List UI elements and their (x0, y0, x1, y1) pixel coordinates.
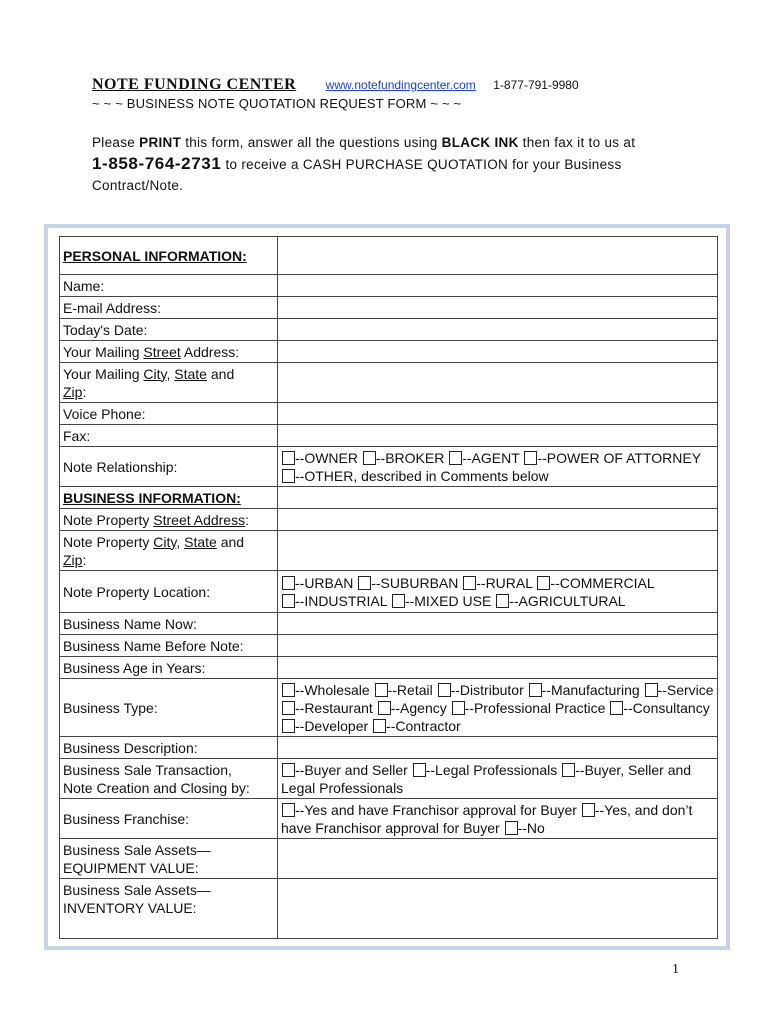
label-underlined: City (153, 533, 177, 550)
checkbox[interactable] (463, 576, 476, 590)
label-text: : (82, 383, 87, 400)
form-header (92, 76, 579, 94)
label-text: Address: (180, 343, 240, 360)
type-label: Business Type: (60, 679, 278, 737)
option-label: --OWNER (295, 449, 358, 466)
option-label: --Manufacturing (541, 681, 640, 698)
instructions (92, 132, 692, 196)
mailing-street-field[interactable] (278, 341, 718, 363)
checkbox[interactable] (562, 763, 575, 777)
label-underlined: Zip (63, 551, 83, 568)
checkbox[interactable] (282, 763, 295, 777)
checkbox[interactable] (282, 451, 295, 465)
description-field[interactable] (278, 737, 718, 759)
label-underlined: Zip (63, 383, 83, 400)
checkbox[interactable] (610, 701, 623, 715)
business-heading: BUSINESS INFORMATION: (63, 489, 241, 506)
business-heading-value (278, 487, 718, 509)
personal-heading-value (278, 237, 718, 275)
option-label: --Yes and have Franchisor approval for Buyer (295, 801, 577, 818)
property-city-field[interactable] (278, 531, 718, 571)
name-label: Name: (60, 275, 278, 297)
option-label: --SUBURBAN (371, 574, 459, 591)
sale-transaction-label (60, 759, 278, 799)
checkbox[interactable] (358, 576, 371, 590)
label-text: , (176, 533, 185, 550)
intro-text: this form, answer all the questions using (181, 135, 442, 150)
option-label: --Agency (390, 699, 447, 716)
email-field[interactable] (278, 297, 718, 319)
label-text: Business Sale Assets— (63, 841, 211, 858)
option-label: --Consultancy (623, 699, 710, 716)
personal-heading: PERSONAL INFORMATION: (63, 247, 247, 264)
option-label: --Service (657, 681, 714, 698)
label-text: and (216, 533, 245, 550)
label-underlined: City (143, 365, 167, 382)
option-label: --Wholesale (295, 681, 370, 698)
property-street-label (60, 509, 278, 531)
checkbox[interactable] (282, 803, 295, 817)
checkbox[interactable] (438, 683, 451, 697)
label-underlined: State (184, 533, 217, 550)
label-text: : (82, 551, 87, 568)
checkbox[interactable] (282, 469, 295, 483)
inventory-value-field[interactable] (278, 879, 718, 939)
name-before-label: Business Name Before Note: (60, 635, 278, 657)
quotation-form-table (59, 236, 718, 939)
date-field[interactable] (278, 319, 718, 341)
option-label: --No (517, 819, 545, 836)
relationship-options (278, 447, 718, 487)
checkbox[interactable] (282, 701, 295, 715)
inventory-value-label (60, 879, 278, 939)
option-label: --AGRICULTURAL (509, 592, 626, 609)
label-text: INVENTORY VALUE: (63, 900, 197, 916)
description-label: Business Description: (60, 737, 278, 759)
equipment-value-field[interactable] (278, 839, 718, 879)
page-number: 1 (672, 962, 679, 977)
label-text: and (206, 365, 235, 382)
location-label: Note Property Location: (60, 571, 278, 613)
checkbox[interactable] (582, 803, 595, 817)
relationship-label: Note Relationship: (60, 447, 278, 487)
label-text: Note Property (63, 533, 154, 550)
email-label: E-mail Address: (60, 297, 278, 319)
option-label: --Restaurant (295, 699, 373, 716)
name-now-field[interactable] (278, 613, 718, 635)
property-street-field[interactable] (278, 509, 718, 531)
option-label: --AGENT (462, 449, 520, 466)
company-phone: 1-877-791-9980 (493, 78, 579, 92)
option-label: --Contractor (386, 717, 461, 734)
business-heading-cell (60, 487, 278, 509)
checkbox[interactable] (282, 576, 295, 590)
company-title: NOTE FUNDING CENTER (92, 76, 297, 93)
intro-text: to receive a CASH PURCHASE QUOTATION for your Business Contract/Note. (92, 157, 622, 193)
website-link[interactable]: www.notefundingcenter.com (325, 78, 476, 92)
voice-phone-field[interactable] (278, 403, 718, 425)
checkbox[interactable] (645, 683, 658, 697)
option-label: --OTHER, described in Comments below (295, 467, 549, 484)
label-text: : (245, 511, 249, 528)
checkbox[interactable] (282, 719, 295, 733)
checkbox[interactable] (373, 719, 386, 733)
label-text: Business Sale Transaction, (63, 761, 232, 778)
voice-phone-label: Voice Phone: (60, 403, 278, 425)
label-underlined: State (174, 365, 207, 382)
intro-print: PRINT (139, 135, 182, 150)
checkbox[interactable] (363, 451, 376, 465)
fax-number: 1-858-764-2731 (92, 154, 222, 173)
checkbox[interactable] (524, 451, 537, 465)
option-label: --Professional Practice (464, 699, 606, 716)
form-subtitle: ~ ~ ~ BUSINESS NOTE QUOTATION REQUEST FORM ~ ~ ~ (92, 96, 462, 111)
mailing-city-field[interactable] (278, 363, 718, 403)
checkbox[interactable] (496, 594, 509, 608)
checkbox[interactable] (282, 594, 295, 608)
label-text: EQUIPMENT VALUE: (63, 859, 199, 876)
fax-field[interactable] (278, 425, 718, 447)
label-text: Business Sale Assets— (63, 882, 211, 898)
checkbox[interactable] (392, 594, 405, 608)
franchise-options (278, 799, 718, 839)
checkbox[interactable] (282, 683, 295, 697)
checkbox[interactable] (413, 763, 426, 777)
checkbox[interactable] (449, 451, 462, 465)
checkbox[interactable] (378, 701, 391, 715)
label-text: , (166, 365, 175, 382)
mailing-city-label (60, 363, 278, 403)
name-now-label: Business Name Now: (60, 613, 278, 635)
option-label: --Developer (295, 717, 369, 734)
label-text: Note Creation and Closing by: (63, 779, 250, 796)
option-label: --RURAL (476, 574, 533, 591)
age-field[interactable] (278, 657, 718, 679)
name-before-field[interactable] (278, 635, 718, 657)
option-label: --URBAN (295, 574, 354, 591)
intro-black-ink: BLACK INK (441, 135, 519, 150)
option-label: --BROKER (375, 449, 445, 466)
option-label: --Retail (387, 681, 433, 698)
mailing-street-label (60, 341, 278, 363)
checkbox[interactable] (452, 701, 465, 715)
checkbox[interactable] (505, 821, 518, 835)
type-options (278, 679, 718, 737)
option-label: --MIXED USE (404, 592, 492, 609)
label-text: Your Mailing (63, 343, 144, 360)
label-text: Your Mailing (63, 365, 144, 382)
intro-text: Please (92, 135, 140, 150)
checkbox[interactable] (375, 683, 388, 697)
checkbox[interactable] (529, 683, 542, 697)
option-label: --Legal Professionals (425, 761, 558, 778)
option-label: --COMMERCIAL (550, 574, 655, 591)
equipment-value-label (60, 839, 278, 879)
label-text: Note Property (63, 511, 154, 528)
franchise-label: Business Franchise: (60, 799, 278, 839)
option-label: --Distributor (450, 681, 524, 698)
date-label: Today's Date: (60, 319, 278, 341)
sale-transaction-options (278, 759, 718, 799)
fax-label: Fax: (60, 425, 278, 447)
age-label: Business Age in Years: (60, 657, 278, 679)
checkbox[interactable] (537, 576, 550, 590)
label-underlined: Street (143, 343, 181, 360)
option-label: --POWER OF ATTORNEY (537, 449, 701, 466)
property-city-label (60, 531, 278, 571)
option-label: --Buyer and Seller (295, 761, 408, 778)
option-label: --Yes, and don’t have Franchisor approval for Buyer (281, 801, 693, 836)
option-label: --Buyer, Seller and Legal Professionals (281, 761, 692, 796)
location-options (278, 571, 718, 613)
label-underlined: Street Address (153, 511, 246, 528)
personal-heading-cell (60, 237, 278, 275)
name-field[interactable] (278, 275, 718, 297)
option-label: --INDUSTRIAL (295, 592, 388, 609)
intro-text: then fax it to us at (518, 135, 636, 150)
